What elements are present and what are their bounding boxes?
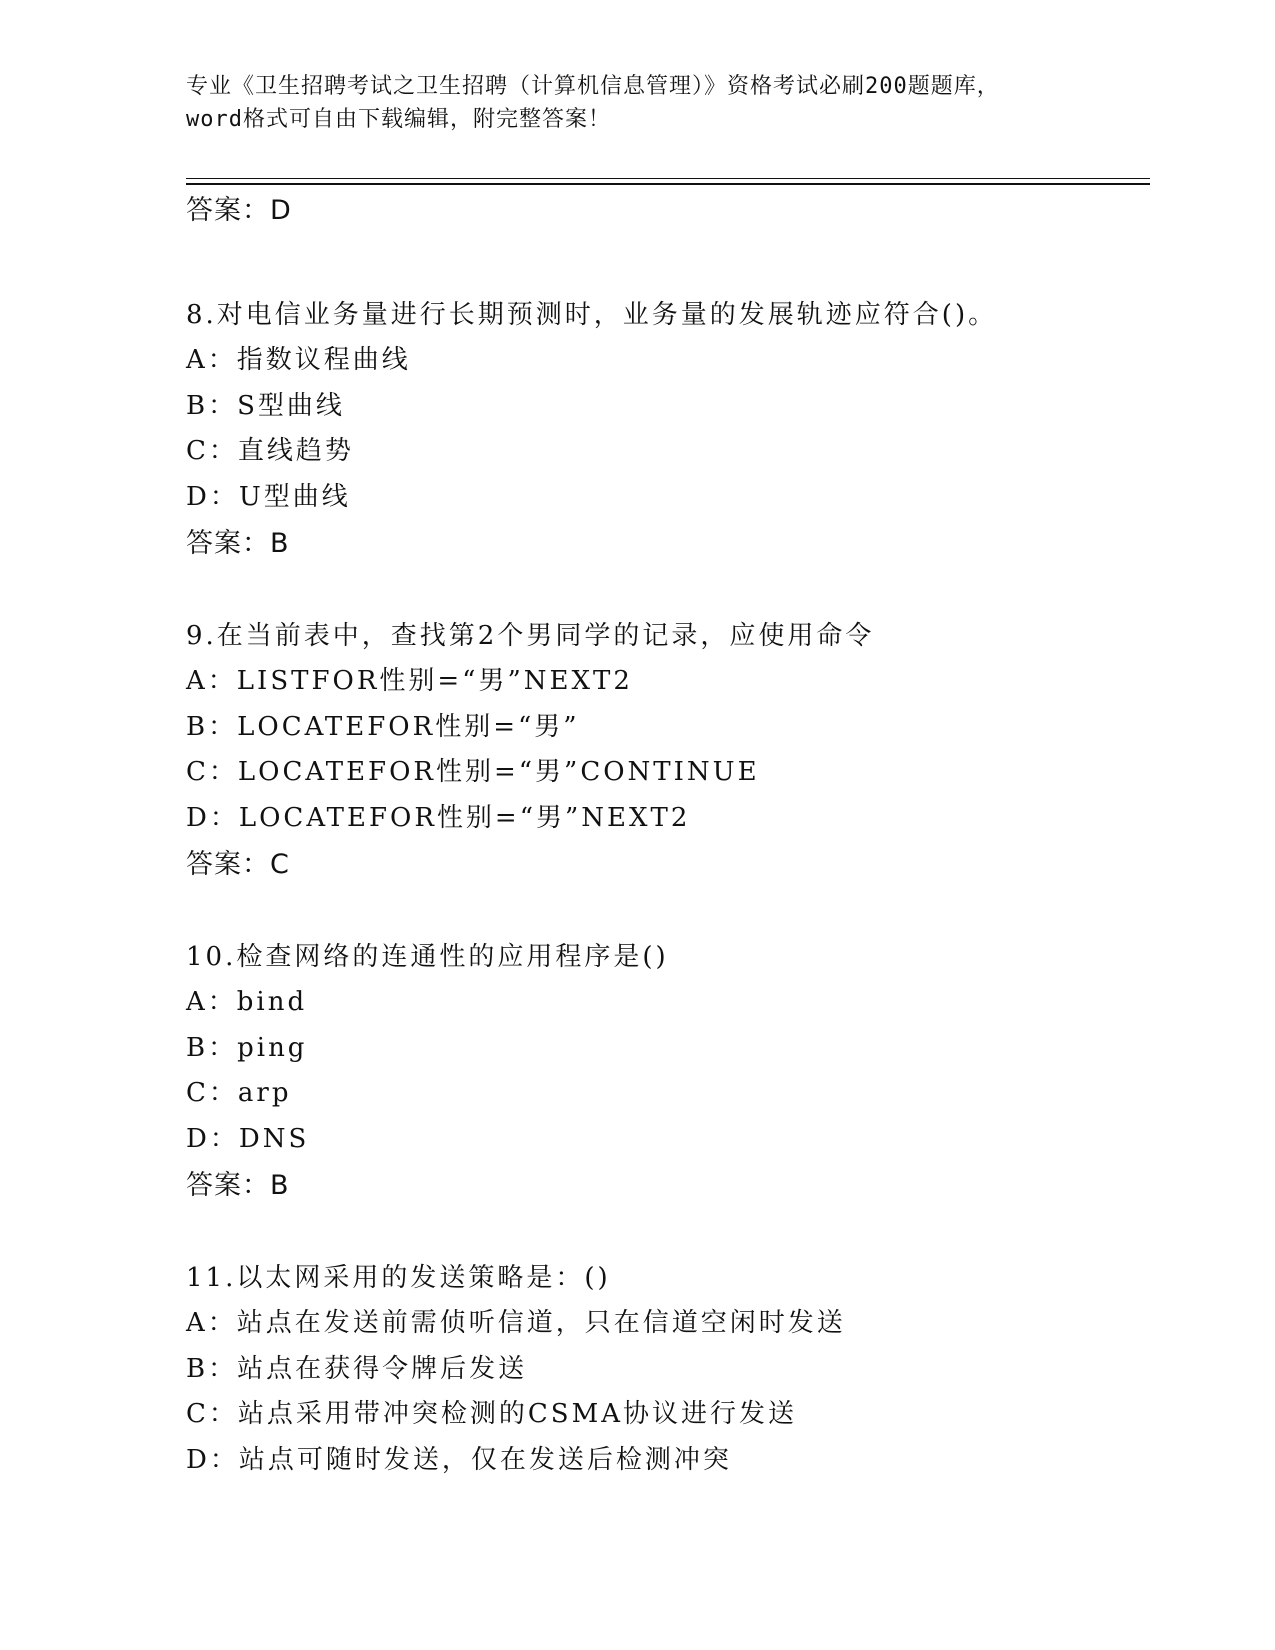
option-d: D：站点可随时发送，仅在发送后检测冲突 bbox=[186, 1444, 732, 1475]
option-b: B：ping bbox=[186, 1032, 308, 1063]
document-header bbox=[186, 70, 1086, 136]
question-block bbox=[186, 617, 1146, 888]
option-a: A：站点在发送前需侦听信道，只在信道空闲时发送 bbox=[186, 1308, 846, 1338]
option-a: A：指数议程曲线 bbox=[186, 345, 411, 375]
question-list bbox=[186, 190, 1146, 1486]
question-stem: 10.检查网络的连通性的应用程序是() bbox=[186, 942, 669, 972]
answer-line: 答案：B bbox=[186, 1170, 290, 1201]
option-d: D：LOCATEFOR性别=“男”NEXT2 bbox=[186, 802, 691, 833]
header-line-1: 专业《卫生招聘考试之卫生招聘（计算机信息管理）》资格考试必刷200题题库， bbox=[186, 74, 1000, 99]
question-block bbox=[186, 938, 1146, 1209]
option-c: C：LOCATEFOR性别=“男”CONTINUE bbox=[186, 757, 760, 787]
header-divider-thin bbox=[186, 178, 1150, 179]
answer-line: 答案：B bbox=[186, 528, 290, 559]
question-stem: 11.以太网采用的发送策略是：() bbox=[186, 1263, 611, 1293]
option-c: C：直线趋势 bbox=[186, 436, 354, 466]
option-b: B：LOCATEFOR性别=“男” bbox=[186, 711, 580, 742]
question-stem: 9.在当前表中，查找第2个男同学的记录，应使用命令 bbox=[186, 621, 875, 651]
option-d: D：U型曲线 bbox=[186, 481, 351, 512]
question-block bbox=[186, 296, 1146, 567]
answer-line: 答案：D bbox=[186, 195, 292, 226]
option-b: B：S型曲线 bbox=[186, 390, 345, 421]
option-c: C：arp bbox=[186, 1078, 292, 1108]
option-d: D：DNS bbox=[186, 1123, 310, 1154]
answer-line: 答案：C bbox=[186, 849, 290, 880]
question-block bbox=[186, 1259, 1146, 1486]
option-a: A：LISTFOR性别=“男”NEXT2 bbox=[186, 666, 633, 696]
option-b: B：站点在获得令牌后发送 bbox=[186, 1353, 528, 1384]
option-c: C：站点采用带冲突检测的CSMA协议进行发送 bbox=[186, 1399, 797, 1429]
header-line-2: word格式可自由下载编辑，附完整答案！ bbox=[186, 107, 611, 132]
header-divider-thick bbox=[186, 183, 1150, 185]
option-a: A：bind bbox=[186, 987, 308, 1017]
question-stem: 8.对电信业务量进行长期预测时，业务量的发展轨迹应符合()。 bbox=[186, 300, 998, 330]
